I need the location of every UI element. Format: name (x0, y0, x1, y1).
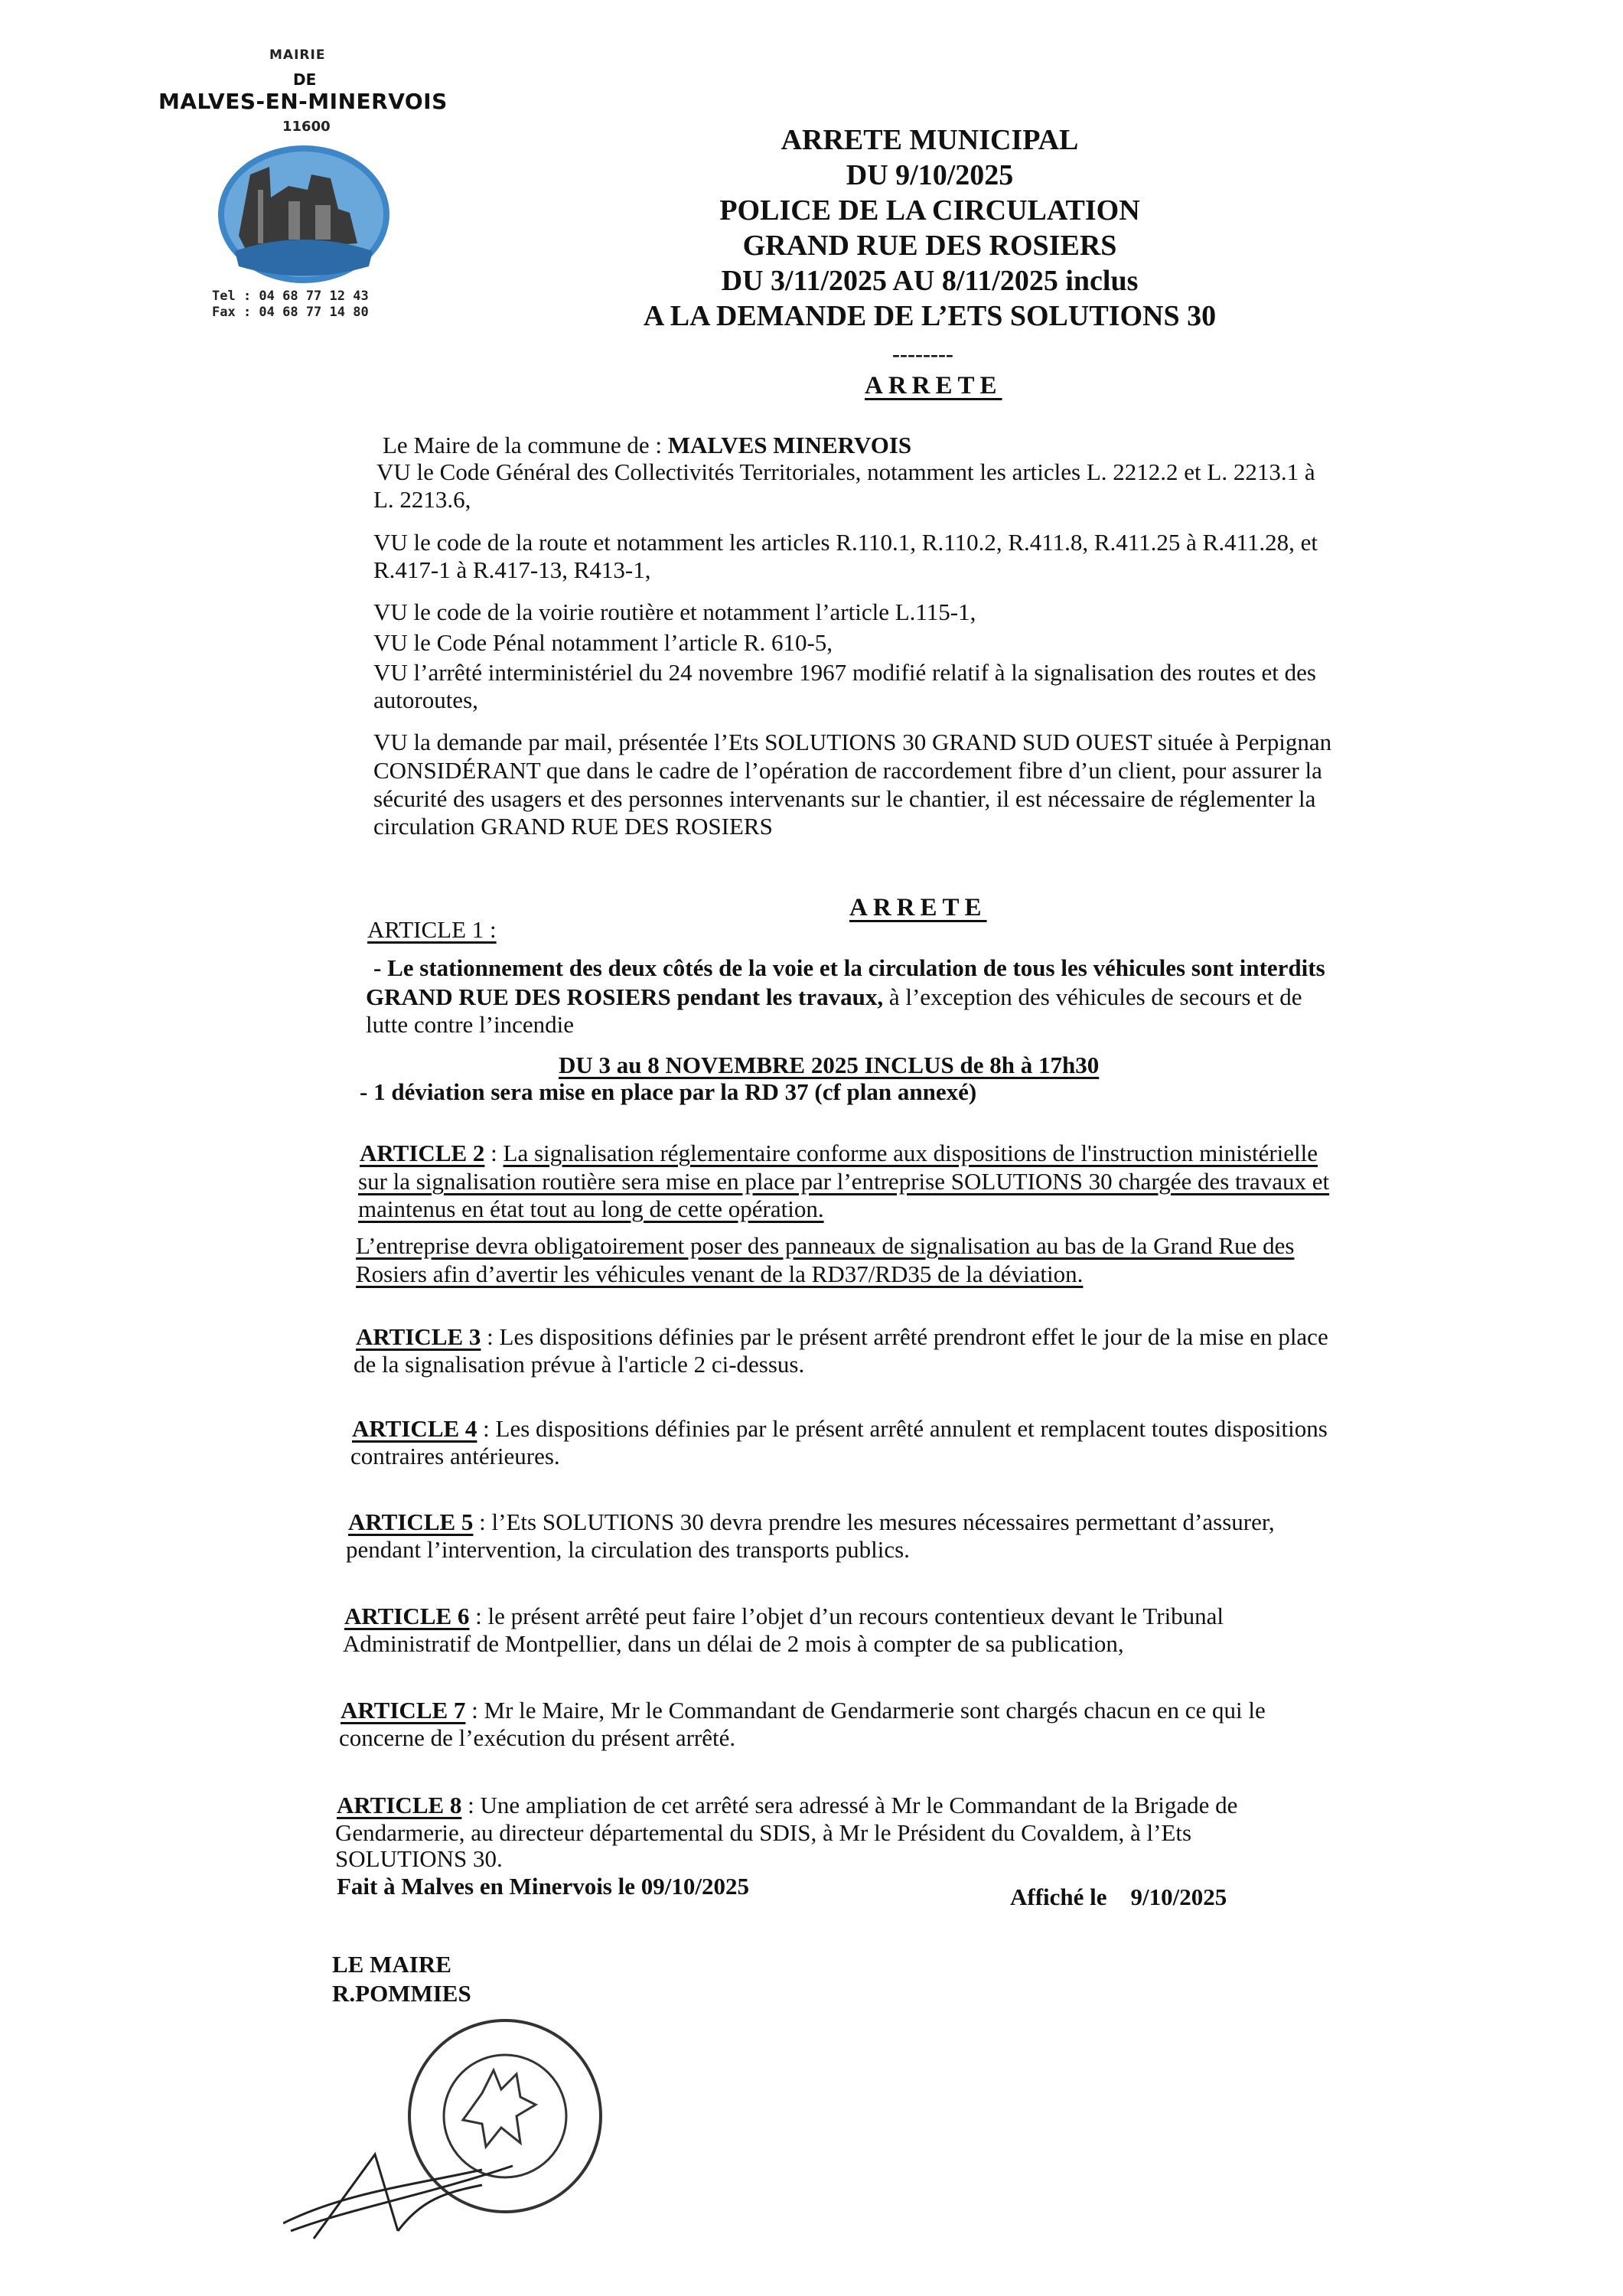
header-line-1: ARRETE MUNICIPAL (781, 124, 1079, 156)
article-2-line-5: Rosiers afin d’avertir les véhicules venant de la RD37/RD35 de la déviation. (356, 1261, 1084, 1287)
article-4-line-1: ARTICLE 4 : Les dispositions définies par le présent arrêté annulent et remplacent toutes dispositions (352, 1415, 1328, 1442)
article-8-label: ARTICLE 8 (337, 1792, 462, 1818)
article-7-line-1: ARTICLE 7 : Mr le Maire, Mr le Commandant de Gendarmerie sont chargés chacun en ce qui le (341, 1697, 1266, 1724)
article-1-dates: DU 3 au 8 NOVEMBRE 2025 INCLUS de 8h à 17h30 (559, 1052, 1100, 1078)
article-7-label: ARTICLE 7 (341, 1697, 466, 1724)
header-line-2: DU 9/10/2025 (846, 159, 1014, 191)
article-7-line-2: concerne de l’exécution du présent arrêté. (339, 1724, 736, 1751)
article-5-label: ARTICLE 5 (348, 1508, 474, 1535)
header-dashes: -------- (892, 341, 953, 367)
preamble-vu-1b: L. 2213.6, (373, 486, 471, 513)
document-header (612, 122, 1247, 334)
article-2-line-3: maintenus en état tout au long de cette opération. (358, 1195, 824, 1222)
letterhead-tel: Tel : 04 68 77 12 43 Fax : 04 68 77 14 80 (212, 289, 369, 320)
article-1-deviation: - 1 déviation sera mise en place par la RD 37 (cf plan annexé) (360, 1078, 977, 1105)
article-2-line-4: L’entreprise devra obligatoirement poser des panneaux de signalisation au bas de la Grand Rue des (356, 1232, 1295, 1259)
maire-name: R.POMMIES (332, 1980, 471, 2007)
preamble-vu-6: VU la demande par mail, présentée l’Ets SOLUTIONS 30 GRAND SUD OUEST située à Perpignan (373, 729, 1332, 755)
header-line-5: DU 3/11/2025 AU 8/11/2025 inclus (721, 265, 1139, 297)
preamble-vu-5b: autoroutes, (373, 687, 478, 713)
article-3-label: ARTICLE 3 (356, 1323, 481, 1350)
article-6-line-1: ARTICLE 6 : le présent arrêté peut faire l’objet d’un recours contentieux devant le Tribunal (344, 1603, 1224, 1629)
town-logo-icon (216, 144, 392, 285)
letterhead-town: MALVES-EN-MINERVOIS (158, 89, 448, 114)
article-5-line-1: ARTICLE 5 : l’Ets SOLUTIONS 30 devra prendre les mesures nécessaires permettant d’assurer, (348, 1508, 1275, 1535)
article-2-label: ARTICLE 2 (360, 1140, 485, 1166)
article-1-line-2: GRAND RUE DES ROSIERS pendant les travaux, à l’exception des véhicules de secours et de (366, 983, 1302, 1010)
preamble-vu-5a: VU l’arrêté interministériel du 24 novembre 1967 modifié relatif à la signalisation des routes et des (373, 659, 1316, 686)
preamble-vu-4: VU le Code Pénal notamment l’article R. 610-5, (373, 629, 833, 656)
fait-a: Fait à Malves en Minervois le 09/10/2025 (337, 1873, 749, 1900)
header-line-4: GRAND RUE DES ROSIERS (742, 230, 1117, 262)
article-2-line-2: sur la signalisation routière sera mise en place par l’entreprise SOLUTIONS 30 chargée des travaux et (358, 1168, 1330, 1195)
article-5-line-2: pendant l’intervention, la circulation des transports publics. (346, 1536, 910, 1563)
preamble-vu-2b: R.417-1 à R.417-13, R413-1, (373, 556, 651, 583)
preamble-vu-3: VU le code de la voirie routière et notamment l’article L.115-1, (373, 598, 976, 625)
preamble-maire: Le Maire de la commune de : MALVES MINERVOIS (383, 432, 912, 458)
arrete-title-2: ARRETE (849, 894, 987, 921)
signature-stamp-icon (283, 2001, 643, 2262)
article-3-line-1: ARTICLE 3 : Les dispositions définies par le présent arrêté prendront effet le jour de la mise en place (356, 1323, 1328, 1350)
header-line-3: POLICE DE LA CIRCULATION (719, 194, 1140, 227)
article-2-line-1: ARTICLE 2 : La signalisation réglementaire conforme aux dispositions de l'instruction ministérielle (360, 1140, 1318, 1166)
article-3-line-2: de la signalisation prévue à l'article 2 ci-dessus. (354, 1351, 805, 1378)
article-4-line-2: contraires antérieures. (350, 1443, 560, 1469)
article-8-line-1: ARTICLE 8 : Une ampliation de cet arrêté sera adressé à Mr le Commandant de la Brigade de (337, 1792, 1238, 1818)
preamble-considerant-b: sécurité des usagers et des personnes intervenants sur le chantier, il est nécessaire de réglementer la (373, 785, 1316, 812)
arrete-title-1: ARRETE (865, 372, 1002, 400)
article-1-line-1: - Le stationnement des deux côtés de la voie et la circulation de tous les véhicules sont interdits (373, 954, 1325, 981)
article-1-line-3: lutte contre l’incendie (366, 1011, 574, 1038)
affiche-le: Affiché le 9/10/2025 (1010, 1883, 1227, 1910)
article-8-line-2: Gendarmerie, au directeur départemental du SDIS, à Mr le Président du Covaldem, à l’Ets (335, 1819, 1192, 1846)
header-line-6: A LA DEMANDE DE L’ETS SOLUTIONS 30 (643, 300, 1217, 332)
letterhead-zip: 11600 (282, 119, 331, 135)
article-6-label: ARTICLE 6 (344, 1603, 470, 1629)
article-4-label: ARTICLE 4 (352, 1415, 477, 1442)
maire-title: LE MAIRE (332, 1951, 451, 1978)
letterhead-mairie: MAIRIE (269, 47, 326, 63)
article-1-label: ARTICLE 1 : (367, 916, 497, 943)
letterhead-de: DE (293, 70, 317, 89)
article-8-line-3: SOLUTIONS 30. (335, 1845, 503, 1872)
preamble-considerant-c: circulation GRAND RUE DES ROSIERS (373, 813, 773, 840)
preamble-considerant-a: CONSIDÉRANT que dans le cadre de l’opération de raccordement fibre d’un client, pour assurer la (373, 757, 1322, 784)
preamble-vu-2a: VU le code de la route et notamment les articles R.110.1, R.110.2, R.411.8, R.411.25 à R.411.28, et (373, 529, 1318, 556)
preamble-vu-1a: VU le Code Général des Collectivités Territoriales, notamment les articles L. 2212.2 et L. 2213.1 à (376, 458, 1315, 485)
article-6-line-2: Administratif de Montpellier, dans un délai de 2 mois à compter de sa publication, (343, 1630, 1124, 1657)
